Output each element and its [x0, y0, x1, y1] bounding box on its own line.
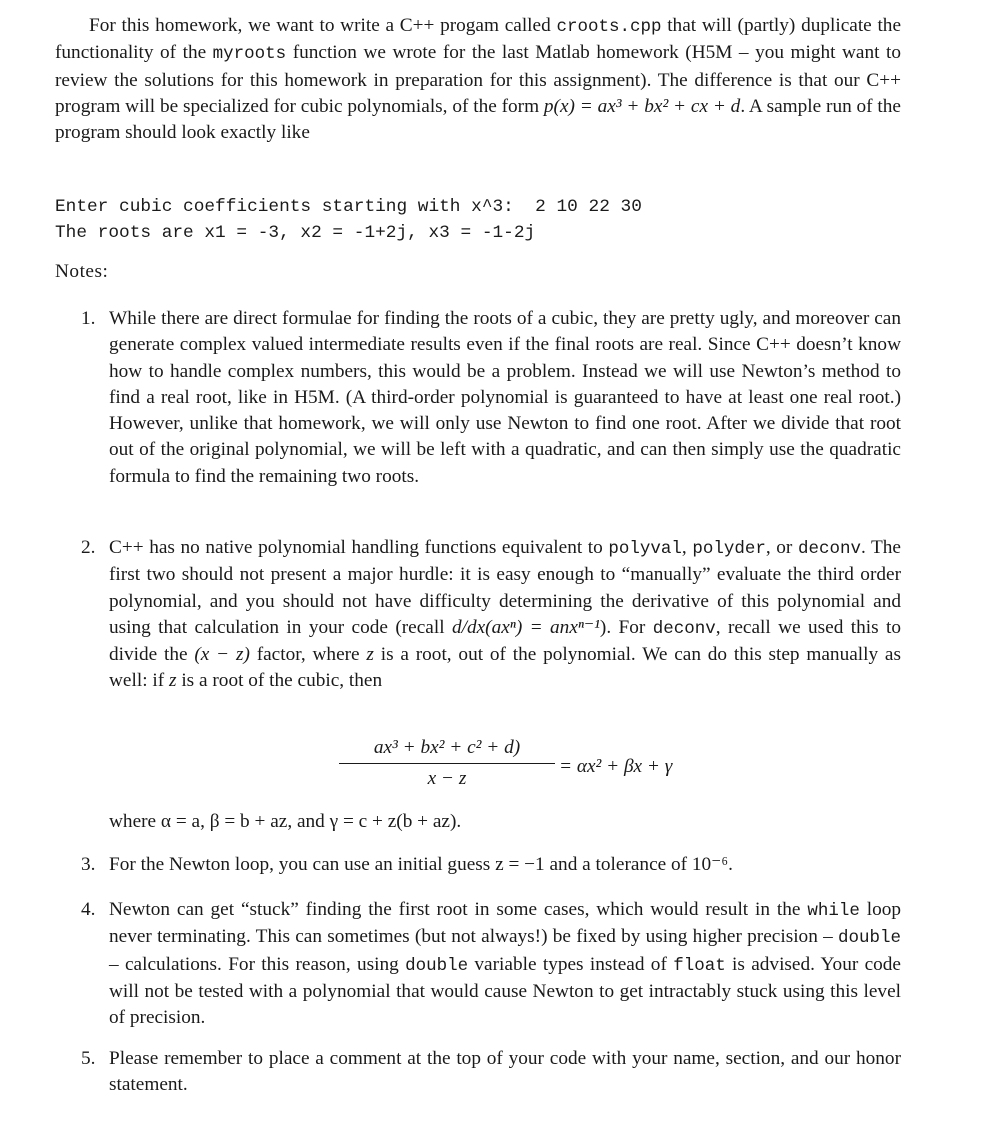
note4-text-4: variable types instead of: [468, 953, 674, 975]
note2-text-4: . The first two should not present a major hurdle: it is easy enough to “manually” evaluate the third order polynomial, and you should not have difficulty determining the derivative of this polynomial and using that calculation in your code (recall: [109, 537, 901, 638]
code-while: while: [807, 901, 860, 921]
intro-text-1: For this homework, we want to write a C++ progam called: [89, 15, 557, 36]
intro-code-croots: croots.cpp: [556, 17, 662, 37]
note-text: For the Newton loop, you can use an initial guess z = −1 and a tolerance of 10⁻⁶.: [109, 854, 733, 875]
note2-text-1: C++ has no native polynomial handling functions equivalent to: [109, 537, 609, 558]
note2-text-6: , recall we used this to divide the: [109, 616, 901, 666]
derivative-formula: d/dx(axⁿ) = anxⁿ⁻¹: [451, 616, 600, 638]
division-equation: [55, 735, 901, 795]
note4-text-2: loop never terminating. This can sometimes (but not always!) be fixed by using higher precision –: [109, 899, 901, 948]
sample-line-2: The roots are x1 = -3, x2 = -1+2j, x3 = -1-2j: [55, 223, 536, 243]
where-clause: where α = a, β = b + az, and γ = c + z(b + az).: [109, 811, 462, 832]
fraction-denominator: x − z: [427, 768, 467, 789]
intro-paragraph: [55, 13, 901, 146]
note2-text-7: factor, where: [249, 644, 367, 666]
fraction-bar: [339, 763, 555, 764]
note2-text-5: ). For: [599, 616, 653, 638]
note4-text-5: is advised. Your code will not be tested with a polynomial that would cause Newton to get intractably stuck using this level of precision.: [109, 953, 901, 1029]
code-deconv-2: deconv: [652, 618, 716, 639]
var-z-2: z: [168, 670, 177, 692]
note2-text-9: is a root of the cubic, then: [176, 670, 383, 692]
sample-run: [55, 194, 901, 246]
code-double-2: double: [405, 955, 469, 976]
note-text: [109, 535, 901, 695]
intro-text-3: function we wrote for the last Matlab homework (H5M – you might want to review the solutions for this homework in preparation for this assignment). The difference is that our C++ program will be specialized for cubic polynomials, of the form: [55, 42, 901, 117]
code-deconv: deconv: [797, 539, 861, 559]
note-text: [109, 897, 901, 1031]
note-number: 4.: [81, 899, 96, 920]
code-polyval: polyval: [608, 539, 682, 559]
code-double: double: [837, 928, 901, 949]
sample-line-1: Enter cubic coefficients starting with x^3: 2 10 22 30: [55, 197, 642, 217]
fraction: [339, 735, 555, 791]
intro-code-myroots: myroots: [212, 44, 287, 65]
factor-expr: (x − z): [194, 644, 250, 666]
fraction-numerator: ax³ + bx² + c² + d): [373, 737, 521, 758]
equation-rhs: = αx² + βx + γ: [559, 756, 673, 777]
note-number: 1.: [81, 308, 96, 329]
note4-text-3: – calculations. For this reason, using: [109, 953, 406, 975]
note2-text-3: , or: [765, 537, 798, 558]
note2-text-8: is a root, out of the polynomial. We can do this step manually as well: if: [109, 644, 901, 692]
note-number: 5.: [81, 1048, 96, 1069]
intro-text-2: that will (partly) duplicate the functionality of the: [55, 15, 901, 64]
intro-text-4: . A sample run of the program should look exactly like: [55, 95, 901, 144]
code-float: float: [673, 955, 726, 976]
note4-text-1: Newton can get “stuck” finding the first root in some cases, which would result in the: [109, 899, 808, 920]
var-z: z: [366, 644, 374, 666]
note-number: 3.: [81, 854, 96, 875]
notes-heading: Notes:: [55, 261, 109, 282]
intro-polynomial: p(x) = ax³ + bx² + cx + d: [543, 95, 741, 117]
note-number: 2.: [81, 537, 96, 558]
note-text: Please remember to place a comment at the top of your code with your name, section, and our honor statement.: [109, 1048, 901, 1096]
code-polyder: polyder: [692, 539, 766, 559]
note2-text-2: ,: [681, 537, 693, 558]
note-text: While there are direct formulae for finding the roots of a cubic, they are pretty ugly, and moreover can generate complex valued intermediate results even if the final roots are real. Since C++ doesn’t know how to handle complex numbers, this would be a problem. Instead we will use Newton’s method to find a real root, like in H5M. (A third-order polynomial is guaranteed to have at least one real root.) However, unlike that homework, we will only use Newton to find one root. After we divide that root out of the original polynomial, we will be left with a quadratic, and can then simply use the quadratic formula to find the remaining two roots.: [109, 308, 901, 487]
